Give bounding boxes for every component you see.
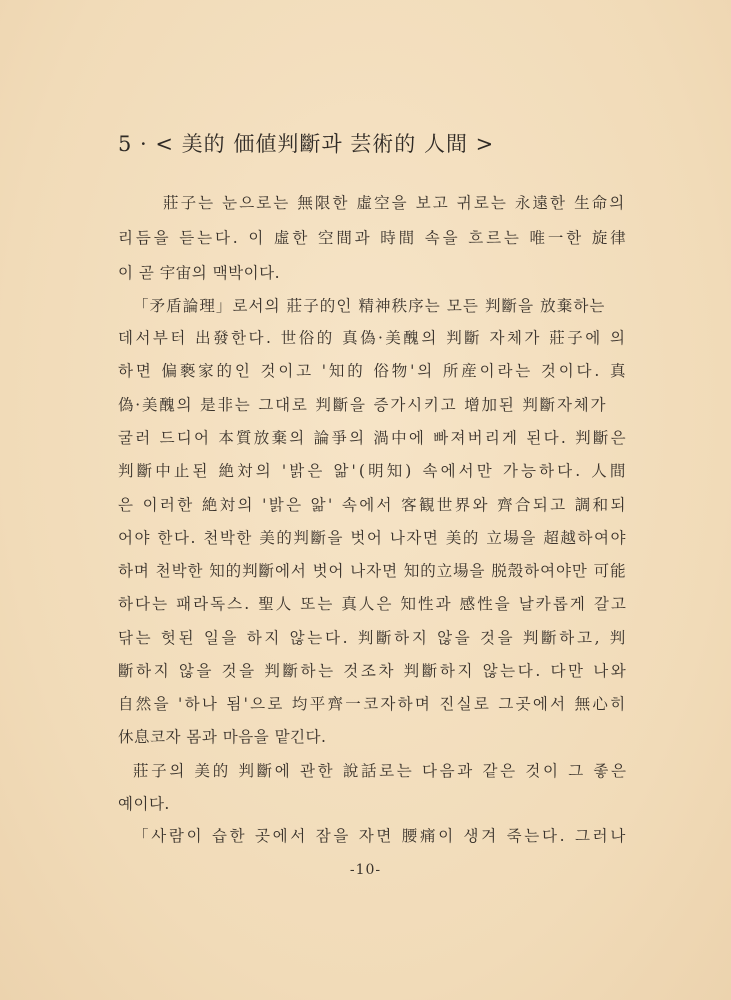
- text-line: 데서부터 出發한다. 世俗的 真偽·美醜의 判斷 자체가 莊子에 의: [118, 329, 628, 347]
- text-line: 自然을 '하나 됨'으로 均平齊一코자하며 진실로 그곳에서 無心히: [118, 695, 628, 713]
- text-line: 「사람이 습한 곳에서 잠을 자면 腰痛이 생겨 죽는다. 그러나: [133, 827, 629, 845]
- text-line: 예이다.: [118, 795, 170, 813]
- section-heading: 5 · < 美的 価値判斷과 芸術的 人間 >: [118, 132, 495, 156]
- text-line: 닦는 헛된 일을 하지 않는다. 判斷하지 않을 것을 判斷하고, 判: [118, 629, 628, 647]
- text-line: 이 곧 宇宙의 맥박이다.: [118, 264, 281, 282]
- text-line: 은 이러한 絶対의 '밝은 앎' 속에서 客観世界와 齊合되고 調和되: [118, 496, 628, 514]
- text-line: 莊子의 美的 判斷에 관한 說話로는 다음과 같은 것이 그 좋은: [133, 762, 629, 780]
- text-line: 하다는 패라독스. 聖人 또는 真人은 知性과 感性을 날카롭게 갈고: [118, 595, 628, 613]
- text-line: 굴러 드디어 本質放棄의 論爭의 渦中에 빠져버리게 된다. 判斷은: [118, 429, 628, 447]
- text-line: 리듬을 듣는다. 이 虛한 空間과 時間 속을 흐르는 唯一한 旋律: [118, 229, 629, 247]
- text-line: 偽·美醜의 是非는 그대로 判斷을 증가시키고 增加된 判斷자체가: [118, 396, 608, 414]
- text-line: 「矛盾論理」로서의 莊子的인 精神秩序는 모든 判斷을 放棄하는: [133, 297, 606, 315]
- text-line: 하면 偏褻家的인 것이고 '知的 俗物'의 所産이라는 것이다. 真: [118, 362, 629, 380]
- text-line: 어야 한다. 천박한 美的判斷을 벗어 나자면 美的 立場을 超越하여야: [118, 529, 627, 547]
- text-line: 斷하지 않을 것을 判斷하는 것조차 判斷하지 않는다. 다만 나와: [118, 662, 629, 680]
- text-line: 莊子는 눈으로는 無限한 虛空을 보고 귀로는 永遠한 生命의: [163, 194, 627, 212]
- text-line: 休息코자 몸과 마음을 맡긴다.: [118, 728, 327, 746]
- text-line: 하며 천박한 知的判斷에서 벗어 나자면 知的立場을 脱殼하여야만 可能: [118, 562, 627, 580]
- page-number: -10-: [349, 862, 382, 878]
- text-line: 判斷中止된 絶対의 '밝은 앎'(明知) 속에서만 가능하다. 人間: [118, 462, 629, 480]
